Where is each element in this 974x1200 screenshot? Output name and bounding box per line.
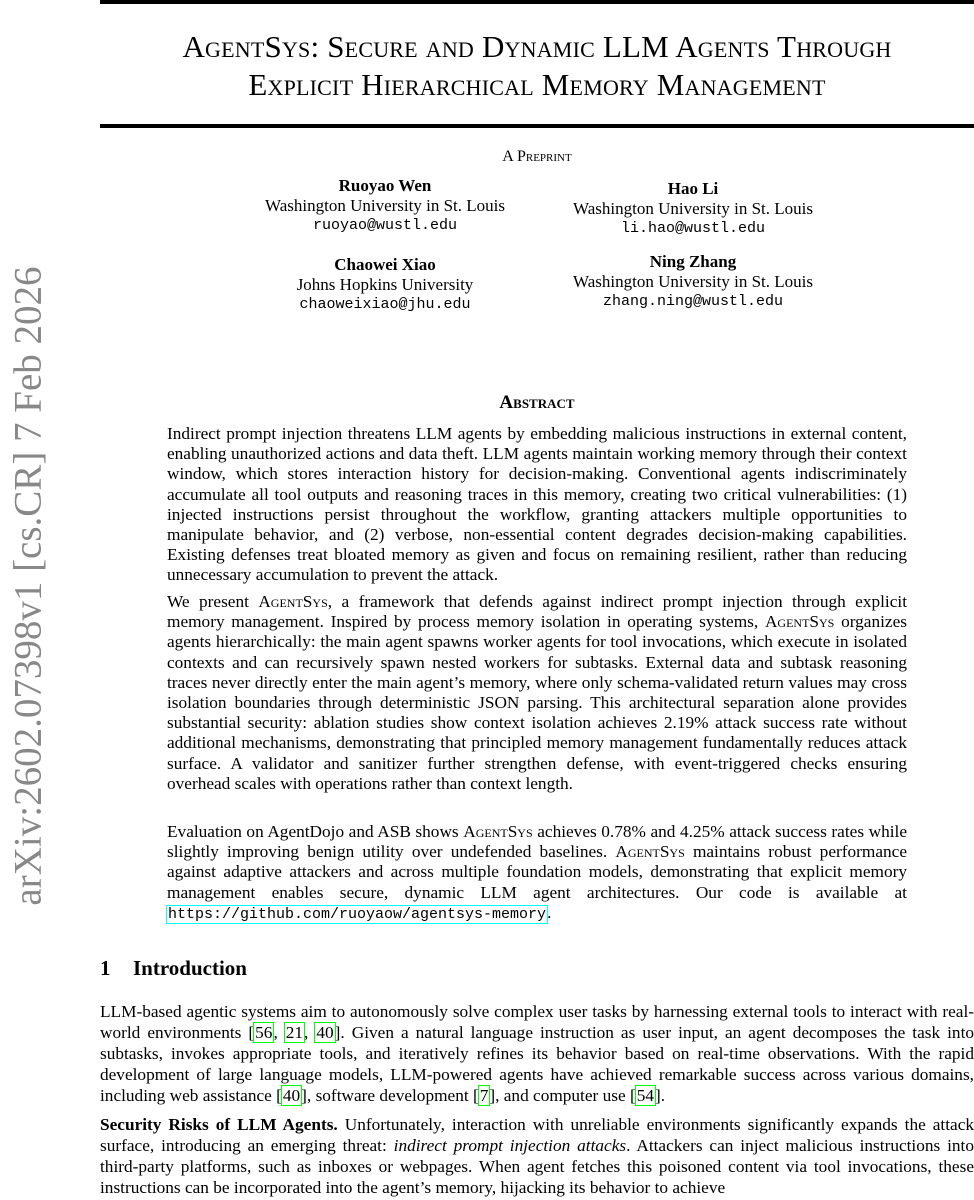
preprint-label: A Preprint — [502, 148, 572, 165]
section-number: 1 — [100, 956, 111, 980]
text-run: ], and computer use [ — [489, 1086, 636, 1105]
text-run: achieves 0.78% and 4.25% attack success rates while slightly improving benign utility over undefended baselines. — [167, 822, 908, 862]
emphasis-text: indirect prompt injection attacks — [393, 1136, 627, 1155]
abstract-heading: Abstract — [499, 392, 575, 413]
text-run: , a framework that defends against indirect prompt injection through explicit memory management. Inspired by process memory isolation in operating systems, — [167, 592, 907, 632]
citation-link[interactable]: 40 — [282, 1086, 301, 1105]
system-name: AgentSys — [764, 612, 835, 632]
author-email: zhang.ning@wustl.edu — [602, 293, 784, 310]
intro-paragraph — [100, 1114, 974, 1198]
text-run: . Attackers can inject malicious instructions into third-party platforms, such as inboxes or webpages. When agent fetches this poisoned content via tool invocations, these instructions can be incorporated into the agent’s memory, hijacking its behavior to achieve — [100, 1136, 974, 1197]
text-run: We present — [167, 592, 259, 611]
system-name: AgentSys — [463, 822, 533, 841]
citation-link[interactable]: 21 — [285, 1023, 304, 1042]
section-title: Introduction — [133, 956, 247, 980]
title-line-1: AgentSys: Secure and Dynamic LLM Agents Through — [182, 29, 892, 64]
author-name: Ning Zhang — [649, 252, 737, 271]
citation-link[interactable]: 56 — [255, 1023, 273, 1042]
citation-link[interactable]: 54 — [636, 1086, 654, 1105]
author-email: chaoweixiao@jhu.edu — [299, 296, 471, 313]
author-affiliation: Johns Hopkins University — [296, 275, 474, 294]
text-run: organizes agents hierarchically: the main agent spawns worker agents for tool invocations, which execute in isolated contexts and can recursively spawn nested workers for subtasks. External data and subtask reasoning traces never directly enter the main agent’s memory, where only schema-validated return values may cross isolation boundaries through deterministic JSON parsing. This architectural separation alone provides substantial security: ablation studies show context isolation achieves 2.19% attack success rate without additional mechanisms, demonstrating that principled memory management fundamentally reduces attack surface. A validator and sanitizer further strengthen defense, with event-triggered checks ensuring overhead scales with operations rather than context length. — [167, 612, 907, 793]
intro-paragraph: LLM-based agentic systems aim to autonomously solve complex user tasks by harnessing external tools to interact with real-world environments [56, 21, 40]. Given a natural language instruction as user input, an agent decomposes the task into subtasks, invokes appropriate tools, and iteratively refines its behavior based on real-time observations. With the rapid development of large language models, LLM-powered agents have achieved remarkable success across various domains, including web assistance [40], software development [7], and computer use [54]. — [100, 1002, 974, 1105]
text-run: Evaluation on AgentDojo and ASB shows — [167, 822, 464, 841]
text-run: Unfortunately, interaction with unreliable environments significantly expands the attack surface, introducing an emerging threat: — [100, 1115, 974, 1155]
section-heading — [100, 956, 247, 981]
abstract-paragraph — [167, 592, 907, 794]
author-name: Chaowei Xiao — [334, 255, 436, 274]
citation-link[interactable]: 7 — [479, 1086, 489, 1105]
system-name: AgentSys — [258, 592, 328, 611]
author-block — [533, 179, 853, 239]
code-repository-link[interactable]: https://github.com/ruoyaow/agentsys-memory — [168, 905, 547, 923]
paragraph-heading: Security Risks of LLM Agents. — [100, 1115, 338, 1134]
title-bottom-rule — [100, 124, 974, 128]
author-name: Hao Li — [667, 179, 719, 198]
author-email: li.hao@wustl.edu — [620, 220, 766, 237]
text-run: ]. — [655, 1086, 666, 1105]
arxiv-identifier-stamp: arXiv:2602.07398v1 [cs.CR] 7 Feb 2026 — [6, 266, 50, 906]
text-run: ]. Given a natural language instruction as user input, an agent decomposes the task into subtasks, invokes appropriate tools, and iteratively refines its behavior based on real-time observations. With the rapid development of large language models, LLM-powered agents have achieved remarkable success across various domains, including web assistance [ — [100, 1023, 974, 1105]
citation-link[interactable]: 40 — [316, 1023, 334, 1042]
paper-title — [100, 28, 974, 104]
author-affiliation: Washington University in St. Louis — [573, 272, 813, 291]
top-rule — [100, 0, 974, 4]
text-run: maintains robust performance against adaptive attackers and across multiple foundation models, demonstrating that explicit memory management enables secure, dynamic LLM agent architectures. Our code is available at — [167, 842, 907, 902]
author-block — [225, 255, 545, 315]
abstract-paragraph: Indirect prompt injection threatens LLM agents by embedding malicious instructions in external content, enabling unauthorized actions and data theft. LLM agents maintain working memory through their context window, which stores interaction history for decision-making. Conventional agents indiscriminately accumulate all tool outputs and reasoning traces in this memory, creating two critical vulnerabilities: (1) injected instructions persist throughout the workflow, granting attackers multiple opportunities to manipulate behavior, and (2) verbose, non-essential content degrades decision-making capabilities. Existing defenses treat bloated memory as given and focus on remaining resilient, rather than reducing unnecessary accumulation to prevent the attack. — [167, 424, 907, 585]
text-run: LLM-based agentic systems aim to autonomously solve complex user tasks by harnessing external tools to interact with real-world environments [ — [100, 1002, 974, 1042]
abstract-paragraph — [167, 822, 907, 925]
system-name: AgentSys — [615, 842, 685, 862]
author-name: Ruoyao Wen — [338, 176, 432, 195]
author-affiliation: Washington University in St. Louis — [573, 199, 813, 218]
text-run: . — [547, 902, 552, 922]
author-block — [225, 176, 545, 236]
title-line-2: Explicit Hierarchical Memory Management — [248, 67, 826, 102]
author-block — [533, 252, 853, 312]
text-run: ], software development [ — [301, 1086, 479, 1105]
author-email: ruoyao@wustl.edu — [312, 217, 458, 234]
author-affiliation: Washington University in St. Louis — [265, 196, 505, 215]
